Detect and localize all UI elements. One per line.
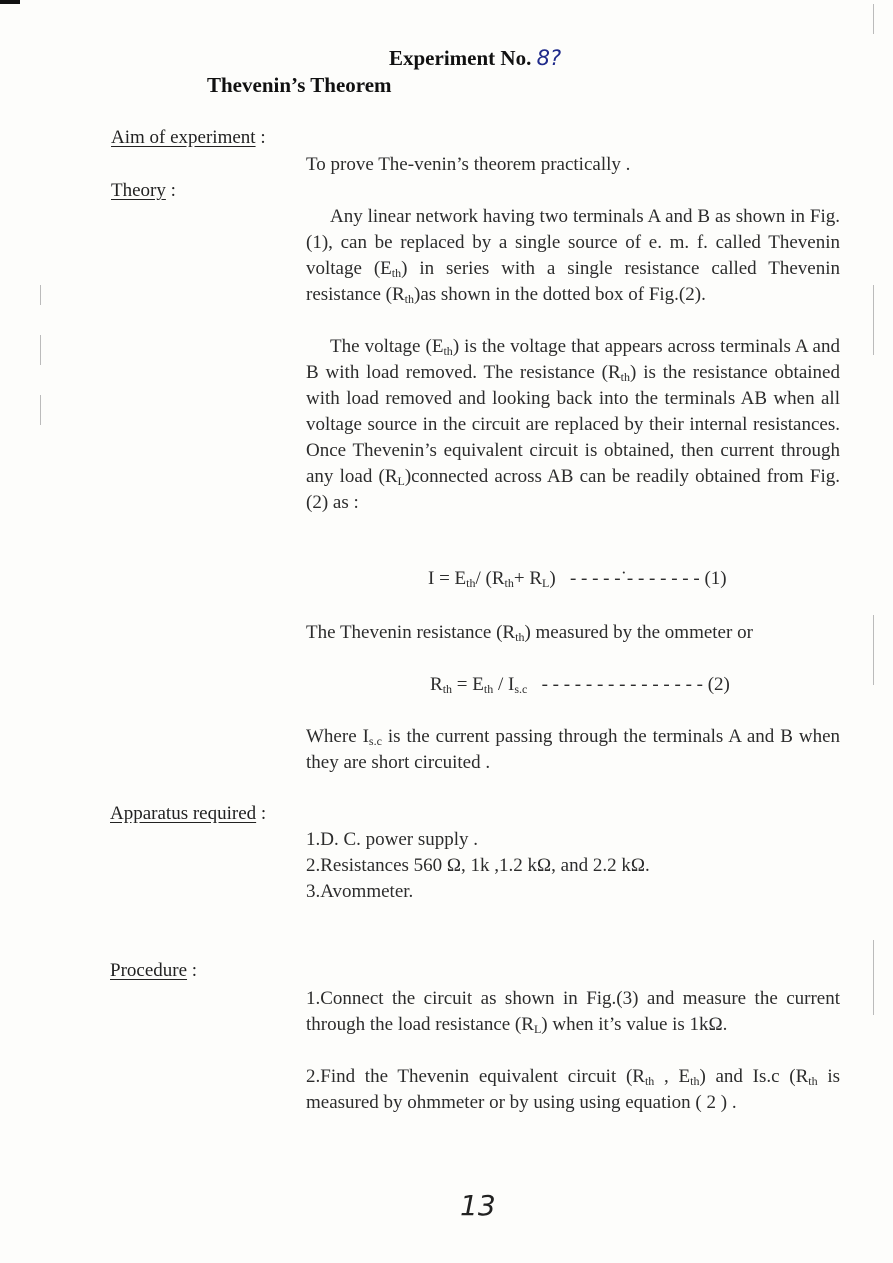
scan-edge-mark: [873, 285, 874, 355]
experiment-label: Experiment No.: [389, 46, 532, 70]
aim-text: To prove The-venin’s theorem practically .: [306, 154, 631, 175]
scan-edge-mark: [873, 4, 874, 34]
scan-corner-mark: [0, 0, 20, 4]
scan-edge-mark: [873, 940, 874, 1015]
scan-edge-mark: [40, 285, 41, 305]
apparatus-item: 2.Resistances 560 Ω, 1k ,1.2 kΩ, and 2.2 kΩ.: [306, 855, 650, 876]
equation-2-number: - - - - - - - - - - - - - - - (2): [541, 674, 730, 695]
experiment-heading: [389, 46, 561, 71]
theory-paragraph-1: Any linear network having two terminals A and B as shown in Fig. (1), can be replaced by a single source of e. m. f. called Thevenin voltage $(E_{th})$ in series with a single resistance called Thevenin resistance $(R_{th})as$ shown in the dotted box of Fig.(2).: [306, 206, 840, 306]
apparatus-heading: Apparatus required :: [110, 803, 267, 824]
experiment-number-handwritten: 8?: [536, 46, 562, 70]
procedure-heading: Procedure :: [110, 960, 198, 981]
apparatus-item: 1.D. C. power supply .: [306, 829, 479, 850]
equation-2: $R_{th} = E_{th} / I_{s.c}$ - - - - - - - - - - - - - - - (2): [430, 674, 730, 696]
equation-1: $I = E_{th}/$ $(R_{th}+ R_L)$ - - - - -˙- - - - - - - (1): [428, 568, 727, 590]
page-number: 13: [460, 1189, 496, 1222]
procedure-step-1: 1.Connect the circuit as shown in Fig.(3) and measure the current through the load resistance $(R_L)$ when it’s value is 1kΩ.: [306, 988, 840, 1036]
procedure-step-2: 2.Find the Thevenin equivalent circuit ($R_{th}$ , $E_{th}$) and Is.c ($R_{th}$ is measured by ohmmeter or by using using equation ( 2 ) .: [306, 1066, 840, 1113]
theory-paragraph-4: Where $I_{s.c}$ is the current passing through the terminals A and B when they are short circuited .: [306, 726, 840, 773]
scan-edge-mark: [40, 395, 41, 425]
scan-edge-mark: [40, 335, 41, 365]
equation-1-number: - - - - -˙- - - - - - - (1): [569, 568, 727, 589]
theory-paragraph-3: The Thevenin resistance $(R_{th})$ measured by the ommeter or: [306, 622, 753, 644]
page-title: Thevenin’s Theorem: [207, 73, 392, 97]
aim-heading: Aim of experiment :: [111, 127, 266, 148]
theory-paragraph-2: The voltage $(E_{th})$ is the voltage that appears across terminals A and B with load removed. The resistance $(R_{th})$ is the resistance obtained with load removed and looking back into the terminals AB when all voltage source in the circuit are replaced by their internal resistances. Once Thevenin’s equivalent circuit is obtained, then current through any load $(R_L)connected$ across AB can be readily obtained from Fig.(2) as :: [306, 336, 840, 513]
scan-edge-mark: [873, 615, 874, 685]
theory-heading: Theory :: [111, 180, 176, 201]
apparatus-item: 3.Avommeter.: [306, 881, 414, 902]
